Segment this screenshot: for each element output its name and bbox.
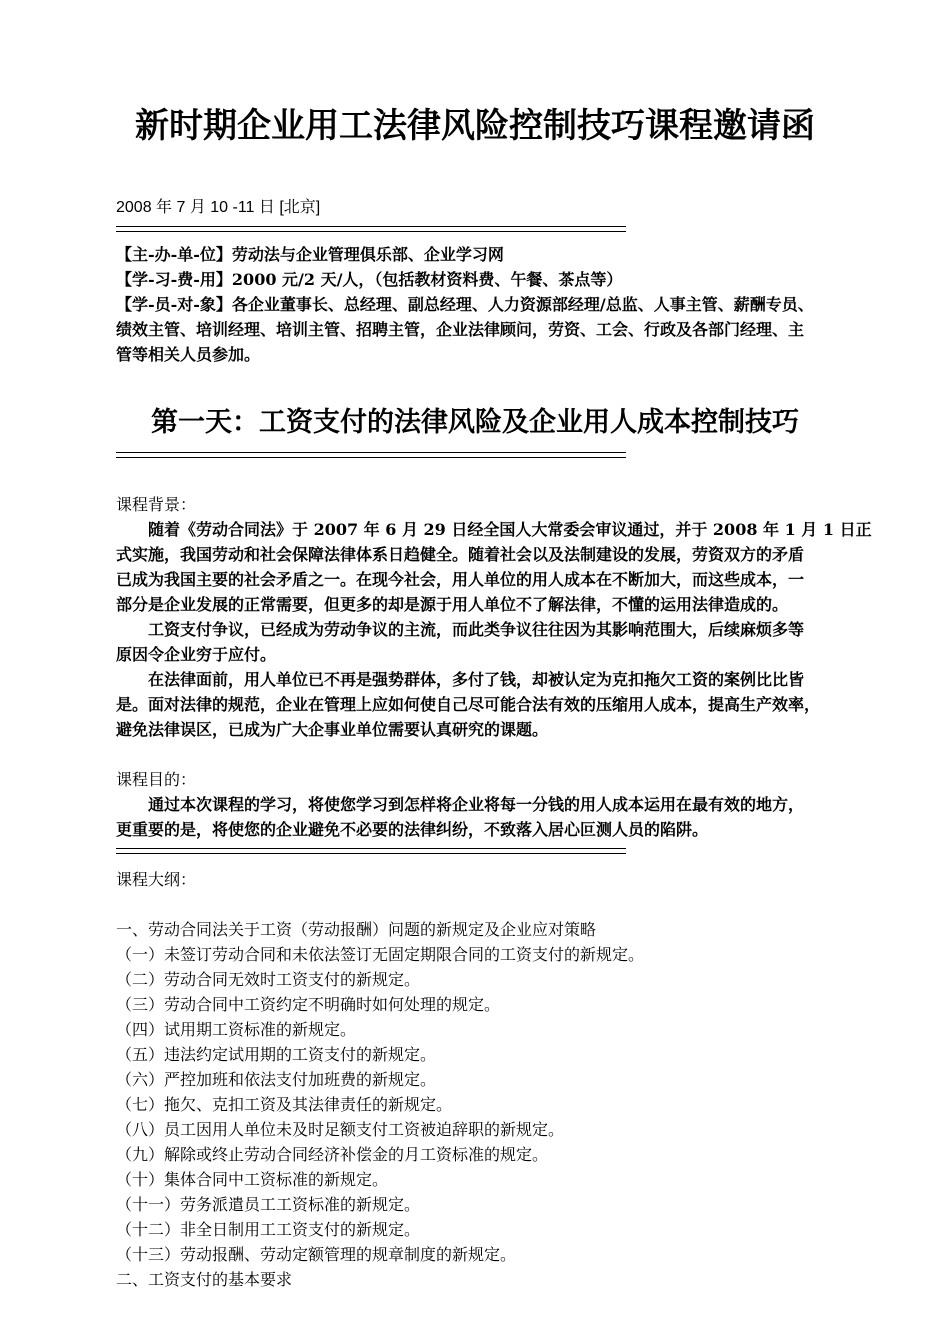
paragraph-line: 已成为我国主要的社会矛盾之一。在现今社会，用人单位的用人成本在不断加大，而这些成本，一 <box>116 570 805 589</box>
audience-line: 【学-员-对-象】各企业董事长、总经理、副总经理、人力资源部经理/总监、人事主管、薪酬专员、 <box>116 295 814 314</box>
paragraph-line: 更重要的是，将使您的企业避免不必要的法律纠纷，不致落入居心叵测人员的陷阱。 <box>116 820 709 839</box>
outline-item: （十二）非全日制用工工资支付的新规定。 <box>116 1220 421 1239</box>
outline-item: （十一）劳务派遣员工工资标准的新规定。 <box>116 1195 421 1214</box>
section-heading: 课程背景： <box>116 495 197 514</box>
date-location: 2008 年 7 月 10 -11 日 [北京] <box>116 199 321 216</box>
outline-item: （一）未签订劳动合同和未依法签订无固定期限合同的工资支付的新规定。 <box>116 945 645 964</box>
outline-item: （八）员工因用人单位未及时足额支付工资被迫辞职的新规定。 <box>116 1120 565 1139</box>
outline-item: （四）试用期工资标准的新规定。 <box>116 1020 357 1039</box>
section-heading: 课程目的： <box>116 770 197 789</box>
outline-section-title: 二、工资支付的基本要求 <box>116 1270 293 1289</box>
audience-line: 绩效主管、培训经理、培训主管、招聘主管，企业法律顾问，劳资、工会、行政及各部门经理、主 <box>116 320 805 339</box>
paragraph-line: 部分是企业发展的正常需要，但更多的却是源于用人单位不了解法律，不懂的运用法律造成的。 <box>116 595 789 614</box>
paragraph-line: 避免法律误区，已成为广大企事业单位需要认真研究的课题。 <box>116 720 549 739</box>
outline-item: （七）拖欠、克扣工资及其法律责任的新规定。 <box>116 1095 453 1114</box>
organizer-line: 【主-办-单-位】劳动法与企业管理俱乐部、企业学习网 <box>116 245 504 264</box>
fee-line: 【学-习-费-用】2000 元/2 天/人，（包括教材资料费、午餐、茶点等） <box>116 270 623 289</box>
audience-line: 管等相关人员参加。 <box>116 345 261 364</box>
outline-item: （三）劳动合同中工资约定不明确时如何处理的规定。 <box>116 995 501 1014</box>
section-heading: 课程大纲： <box>116 870 197 889</box>
outline-item: （五）违法约定试用期的工资支付的新规定。 <box>116 1045 437 1064</box>
paragraph-line: 是。面对法律的规范，企业在管理上应如何使自己尽可能合法有效的压缩用人成本，提高生产效率， <box>116 695 821 714</box>
outline-item: （九）解除或终止劳动合同经济补偿金的月工资标准的规定。 <box>116 1145 549 1164</box>
outline-item: （十）集体合同中工资标准的新规定。 <box>116 1170 389 1189</box>
outline-item: （十三）劳动报酬、劳动定额管理的规章制度的新规定。 <box>116 1245 517 1264</box>
paragraph-line: 式实施，我国劳动和社会保障法律体系日趋健全。随着社会以及法制建设的发展，劳资双方的矛盾 <box>116 545 805 564</box>
double-rule-divider <box>116 226 626 232</box>
double-rule-divider <box>116 452 626 458</box>
outline-section-title: 一、劳动合同法关于工资（劳动报酬）问题的新规定及企业应对策略 <box>116 920 597 939</box>
paragraph-line: 工资支付争议，已经成为劳动争议的主流，而此类争议往往因为其影响范围大，后续麻烦多等 <box>148 620 805 639</box>
paragraph-line: 随着《劳动合同法》于 2007 年 6 月 29 日经全国人大常委会审议通过，并于 2008 年 1 月 1 日正 <box>148 520 872 539</box>
paragraph-line: 原因令企业穷于应付。 <box>116 645 277 664</box>
paragraph-line: 通过本次课程的学习，将使您学习到怎样将企业将每一分钱的用人成本运用在最有效的地方， <box>148 795 805 814</box>
page-title: 新时期企业用工法律风险控制技巧课程邀请函 <box>135 106 815 146</box>
day-one-title: 第一天：工资支付的法律风险及企业用人成本控制技巧 <box>151 407 799 438</box>
outline-item: （二）劳动合同无效时工资支付的新规定。 <box>116 970 421 989</box>
double-rule-divider <box>116 848 626 854</box>
outline-item: （六）严控加班和依法支付加班费的新规定。 <box>116 1070 437 1089</box>
paragraph-line: 在法律面前，用人单位已不再是强势群体，多付了钱，却被认定为克扣拖欠工资的案例比比皆 <box>148 670 805 689</box>
